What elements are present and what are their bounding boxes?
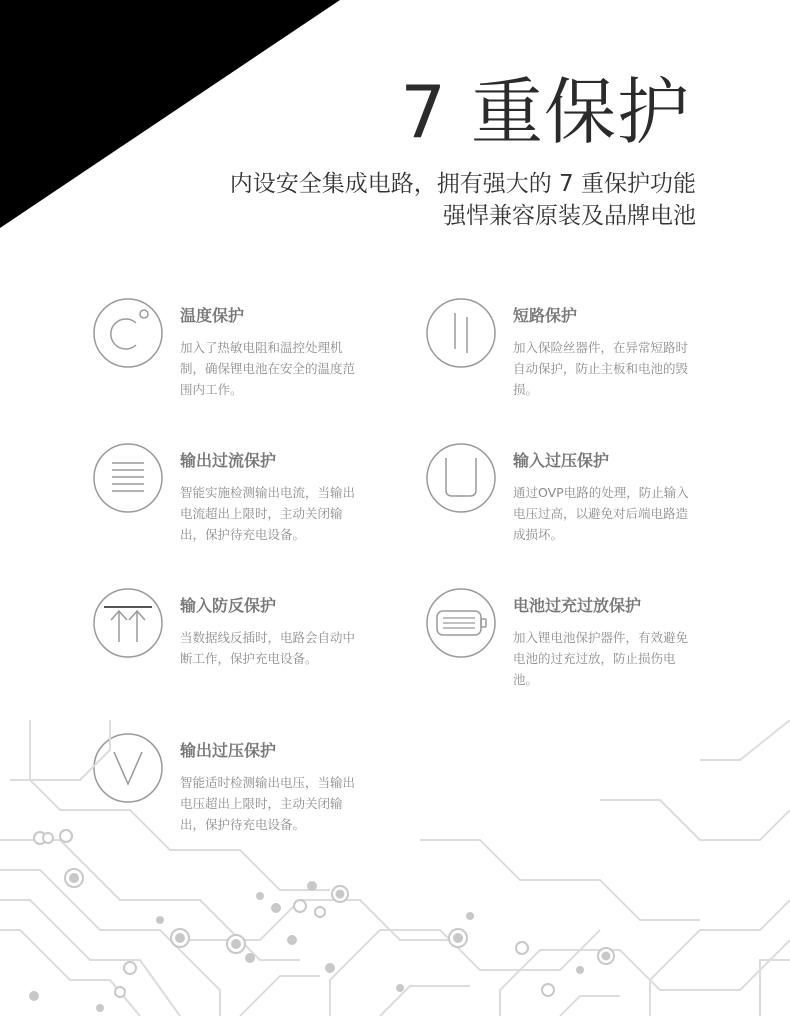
feature-output-overcurrent [92,442,412,562]
feature-title: 电池过充过放保护 [513,596,642,615]
feature-desc: 通过OVP电路的处理，防止输入电压过高，以避免对后端电路造成损坏。 [513,485,689,542]
feature-desc: 加入了热敏电阻和温控处理机制，确保锂电池在安全的温度范围内工作。 [180,340,356,397]
thermometer-c-icon [92,297,164,369]
feature-input-overvoltage [425,442,745,562]
feature-title: 短路保护 [513,306,578,325]
subtitle-line-2: 强悍兼容原装及品牌电池 [443,203,696,229]
parallel-lines-icon [425,297,497,369]
headline: 7 重保护 [400,70,690,154]
feature-title: 温度保护 [180,306,245,325]
double-arrow-up-icon [92,587,164,659]
feature-reverse-input [92,587,412,707]
feature-desc: 加入锂电池保护器件，有效避免电池的过充过放，防止损伤电池。 [513,630,689,687]
feature-desc: 当数据线反插时，电路会自动中断工作，保护充电设备。 [180,630,356,666]
u-shape-icon [425,442,497,514]
stacked-lines-icon [92,442,164,514]
feature-title: 输入防反保护 [180,596,277,615]
feature-battery-protection [425,587,745,707]
feature-title: 输出过流保护 [180,451,277,470]
feature-temperature [92,297,412,417]
feature-title: 输出过压保护 [180,741,277,760]
feature-short-circuit [425,297,745,417]
subtitle-line-1: 内设安全集成电路，拥有强大的 7 重保护功能 [229,171,696,197]
subtitle [230,168,696,232]
feature-desc: 加入保险丝器件，在异常短路时自动保护，防止主板和电池的毁损。 [513,340,689,397]
feature-title: 输入过压保护 [513,451,610,470]
battery-icon [425,587,497,659]
feature-desc: 智能适时检测输出电压，当输出电压超出上限时，主动关闭输出，保护待充电设备。 [180,775,356,832]
circuit-pattern-decoration [0,720,790,1016]
feature-desc: 智能实施检测输出电流，当输出电流超出上限时，主动关闭输出，保护待充电设备。 [180,485,356,542]
